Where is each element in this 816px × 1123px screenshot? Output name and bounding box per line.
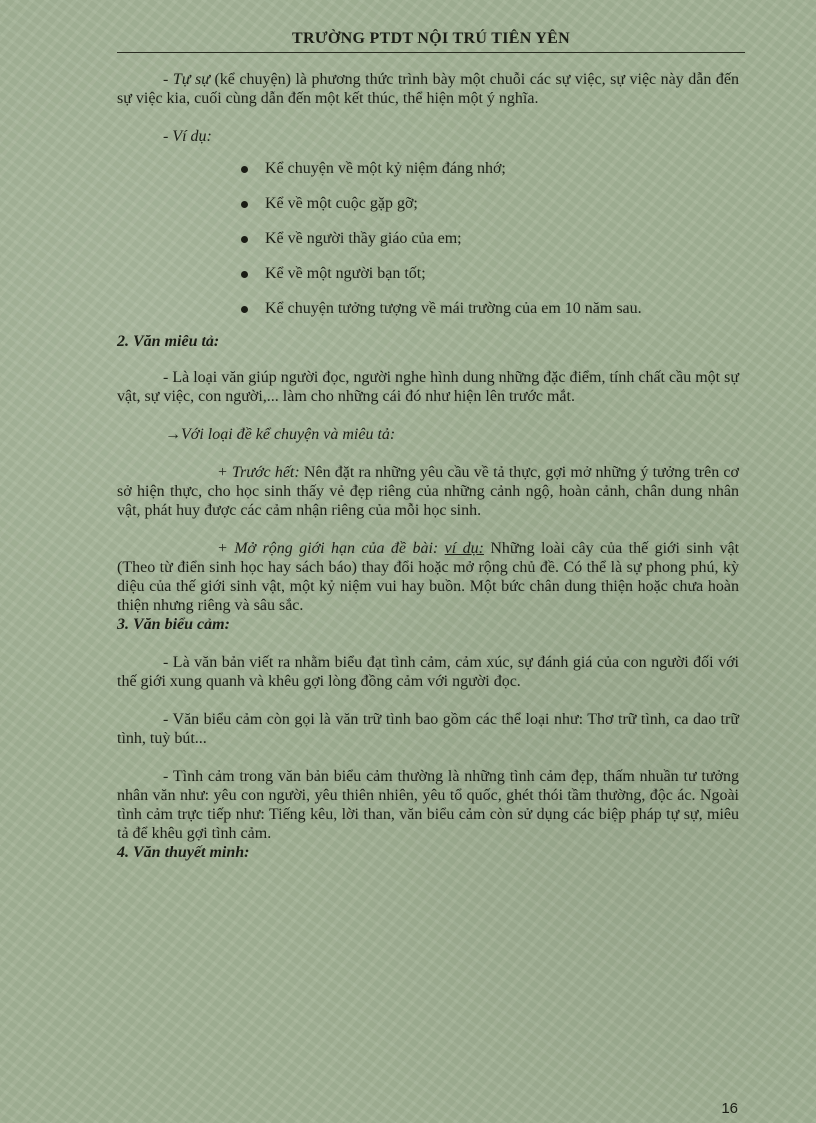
page-number: 16	[721, 1100, 738, 1117]
first-label: + Trước hết:	[217, 464, 300, 481]
expand-text: Những loài cây của thế giới sinh vật (Theo từ điển sinh học hay sách báo) thay đổi hoặc mở rộng chủ đề. Có thể là sự phong phú, kỳ diệu của thế giới sinh vật, một kỷ niệm vui hay buồn. Một bức chân dung thiện hoặc chưa hoàn thiện nhưng riêng và sâu sắc.	[117, 540, 740, 614]
first-text: Nên đặt ra những yêu cầu về tả thực, gợi mở những ý tưởng trên cơ sở hiện thực, cho học sinh thấy vẻ đẹp riêng của những cảnh ngộ, hoàn cảnh, chân dung nhân vật, phát huy được các cảm nhận riêng của mỗi học sinh.	[117, 464, 739, 519]
expand-label: + Mở rộng giới hạn của đề bài:	[217, 540, 439, 557]
list-item: Kể về một người bạn tốt;	[117, 264, 739, 283]
list-item: Kể về người thầy giáo của em;	[117, 229, 739, 248]
bullet-icon	[241, 201, 248, 208]
expand-example-label: ví dụ:	[444, 540, 484, 557]
section-3-paragraph-3: - Tình cảm trong văn bản biểu cảm thường là những tình cảm đẹp, thấm nhuần tư tưởng nhân văn như: yêu con người, yêu thiên nhiên, yêu tổ quốc, ghét thói tầm thường, độc ác. Ngoài tình cảm trực tiếp như: Tiếng kêu, lời than, văn biểu cảm còn sử dụng các biệp pháp tự sự, miêu tả để khêu gợi tình cảm.	[117, 768, 739, 842]
tu-su-text: (kể chuyện) là phương thức trình bày một chuỗi các sự việc, sự việc này dẫn đến sự việc kia, cuối cùng dẫn đến một kết thúc, thể hiện một ý nghĩa.	[117, 71, 739, 107]
page-content	[117, 70, 739, 862]
section-4-heading: 4. Văn thuyết minh:	[117, 844, 250, 861]
bullet-icon	[241, 236, 248, 243]
example-list	[117, 159, 739, 318]
arrow-right-icon: →	[165, 426, 181, 443]
section-3-paragraph-2: - Văn biểu cảm còn gọi là văn trữ tình bao gồm các thể loại như: Thơ trữ tình, ca dao trữ tình, tuỳ bút...	[117, 711, 739, 747]
section-2-expand-paragraph	[117, 539, 739, 615]
bullet-icon	[241, 271, 248, 278]
list-item: Kể chuyện tưởng tượng về mái trường của em 10 năm sau.	[117, 299, 739, 318]
list-item: Kể chuyện về một kỷ niệm đáng nhớ;	[117, 159, 739, 178]
section-2-heading: 2. Văn miêu tả:	[117, 333, 220, 350]
section-3-paragraph-1: - Là văn bản viết ra nhằm biểu đạt tình cảm, cảm xúc, sự đánh giá của con người đối với thế giới xung quanh và khêu gợi lòng đồng cảm với người đọc.	[117, 654, 739, 690]
page-header: TRƯỜNG PTDT NỘI TRÚ TIÊN YÊN	[292, 30, 570, 47]
tu-su-paragraph	[117, 70, 739, 108]
bullet-icon	[241, 166, 248, 173]
list-item: Kể về một cuộc gặp gỡ;	[117, 194, 739, 213]
bullet-icon	[241, 306, 248, 313]
section-2-note	[117, 425, 739, 444]
section-2-first-paragraph	[117, 463, 739, 520]
tu-su-label: - Tự sự	[163, 71, 210, 88]
section-2-definition: - Là loại văn giúp người đọc, người nghe hình dung những đặc điểm, tính chất cầu một sự vật, sự việc, con người,... làm cho những cái đó như hiện lên trước mắt.	[117, 369, 739, 405]
vi-du-label: - Ví dụ:	[163, 128, 212, 145]
section-3-heading: 3. Văn biểu cảm:	[117, 616, 230, 633]
section-2-note-text: Với loại đề kể chuyện và miêu tả:	[181, 426, 396, 443]
header-divider	[117, 52, 745, 53]
